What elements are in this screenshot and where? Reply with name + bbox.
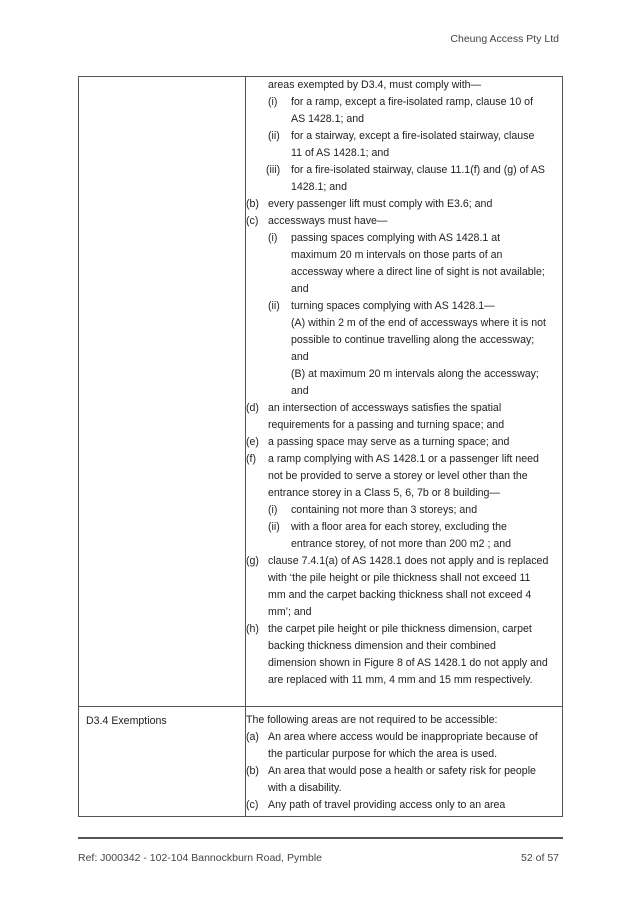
footer-reference: Ref: J000342 - 102-104 Bannockburn Road, Pymble bbox=[78, 852, 322, 864]
list-marker: (c) bbox=[246, 215, 259, 227]
row-text-cell bbox=[246, 707, 563, 817]
text-line: entrance storey in a Class 5, 6, 7b or 8 building— bbox=[268, 487, 501, 499]
list-item bbox=[246, 298, 562, 400]
list-marker: (b) bbox=[246, 198, 259, 210]
page-number: 52 of 57 bbox=[521, 852, 559, 864]
text-line: with ‘the pile height or pile thickness shall not exceed 11 bbox=[268, 572, 531, 584]
text-line: with a floor area for each storey, excluding the bbox=[291, 521, 507, 533]
list-item bbox=[246, 196, 562, 213]
row-label-cell bbox=[79, 707, 246, 817]
list-item bbox=[246, 162, 562, 196]
text-line: 1428.1; and bbox=[291, 181, 347, 193]
text-line: and bbox=[291, 283, 309, 295]
text-line: containing not more than 3 storeys; and bbox=[291, 504, 478, 516]
text-line: not be provided to serve a storey or level other than the bbox=[268, 470, 528, 482]
list-item bbox=[246, 797, 562, 814]
list-marker: (ii) bbox=[268, 521, 280, 533]
row-label-cell bbox=[79, 77, 246, 707]
requirements-table bbox=[78, 76, 563, 817]
footer-divider bbox=[78, 837, 563, 839]
list-marker: (iii) bbox=[266, 164, 281, 176]
text-line: for a ramp, except a fire-isolated ramp, clause 10 of bbox=[291, 96, 534, 108]
text-line: and bbox=[291, 351, 309, 363]
text-line: entrance storey, of not more than 200 m2 ; and bbox=[291, 538, 512, 550]
list-marker: (i) bbox=[268, 96, 278, 108]
text-line: possible to continue travelling along the accessway; bbox=[291, 334, 535, 346]
text-line: accessways must have— bbox=[268, 215, 388, 227]
list-marker: (c) bbox=[246, 799, 259, 811]
list-item bbox=[246, 213, 562, 230]
list-item bbox=[246, 763, 562, 797]
list-item bbox=[246, 451, 562, 502]
text-line: mm and the carpet backing thickness shall not exceed 4 bbox=[268, 589, 532, 601]
list-item bbox=[246, 502, 562, 519]
list-item bbox=[246, 400, 562, 434]
list-item bbox=[246, 434, 562, 451]
exemptions-intro: The following areas are not required to be accessible: bbox=[246, 714, 498, 726]
list-marker: (ii) bbox=[268, 300, 280, 312]
text-line: clause 7.4.1(a) of AS 1428.1 does not apply and is replaced bbox=[268, 555, 549, 567]
text-line: mm’; and bbox=[268, 606, 312, 618]
text-line: with a disability. bbox=[268, 782, 342, 794]
header-company: Cheung Access Pty Ltd bbox=[450, 33, 559, 45]
list-marker: (h) bbox=[246, 623, 259, 635]
text-line: and bbox=[291, 385, 309, 397]
table-row bbox=[79, 77, 563, 707]
text-line: backing thickness dimension and their combined bbox=[268, 640, 496, 652]
list-item bbox=[246, 128, 562, 162]
text-line: a passing space may serve as a turning space; and bbox=[268, 436, 510, 448]
list-marker: (f) bbox=[246, 453, 256, 465]
text-line: An area that would pose a health or safety risk for people bbox=[268, 765, 536, 777]
text-line: for a fire-isolated stairway, clause 11.1(f) and (g) of AS bbox=[291, 164, 545, 176]
text-line: dimension shown in Figure 8 of AS 1428.1 do not apply and bbox=[268, 657, 548, 669]
text-line: every passenger lift must comply with E3.6; and bbox=[268, 198, 493, 210]
list-item bbox=[246, 519, 562, 553]
text-line: accessway where a direct line of sight is not available; bbox=[291, 266, 545, 278]
text-line: areas exempted by D3.4, must comply with— bbox=[268, 79, 482, 91]
list-marker: (g) bbox=[246, 555, 259, 567]
row-text-cell bbox=[246, 77, 563, 707]
text-line: the particular purpose for which the area is used. bbox=[268, 748, 498, 760]
list-item bbox=[246, 94, 562, 128]
text-line: the carpet pile height or pile thickness dimension, carpet bbox=[268, 623, 532, 635]
text-line: for a stairway, except a fire-isolated stairway, clause bbox=[291, 130, 535, 142]
list-item bbox=[246, 621, 562, 689]
list-item bbox=[246, 230, 562, 298]
text-line: (B) at maximum 20 m intervals along the accessway; bbox=[291, 368, 539, 380]
text-line: are replaced with 11 mm, 4 mm and 15 mm respectively. bbox=[268, 674, 533, 686]
text-line: passing spaces complying with AS 1428.1 at bbox=[291, 232, 501, 244]
list-marker: (i) bbox=[268, 504, 278, 516]
list-marker: (ii) bbox=[268, 130, 280, 142]
text-line: AS 1428.1; and bbox=[291, 113, 365, 125]
text-line: maximum 20 m intervals on those parts of an bbox=[291, 249, 503, 261]
exemptions-label: D3.4 Exemptions bbox=[86, 715, 167, 727]
list-marker: (d) bbox=[246, 402, 259, 414]
text-line: (A) within 2 m of the end of accessways where it is not bbox=[291, 317, 546, 329]
table-row bbox=[79, 707, 563, 817]
list-marker: (b) bbox=[246, 765, 259, 777]
text-line: An area where access would be inappropriate because of bbox=[268, 731, 538, 743]
text-line: a ramp complying with AS 1428.1 or a passenger lift need bbox=[268, 453, 539, 465]
text-line: requirements for a passing and turning space; and bbox=[268, 419, 505, 431]
list-marker: (i) bbox=[268, 232, 278, 244]
text-line: turning spaces complying with AS 1428.1— bbox=[291, 300, 495, 312]
list-marker: (a) bbox=[246, 731, 259, 743]
text-line: an intersection of accessways satisfies the spatial bbox=[268, 402, 502, 414]
list-item bbox=[246, 729, 562, 763]
list-item bbox=[246, 553, 562, 621]
list-marker: (e) bbox=[246, 436, 259, 448]
text-line: Any path of travel providing access only to an area bbox=[268, 799, 506, 811]
text-line: 11 of AS 1428.1; and bbox=[291, 147, 390, 159]
